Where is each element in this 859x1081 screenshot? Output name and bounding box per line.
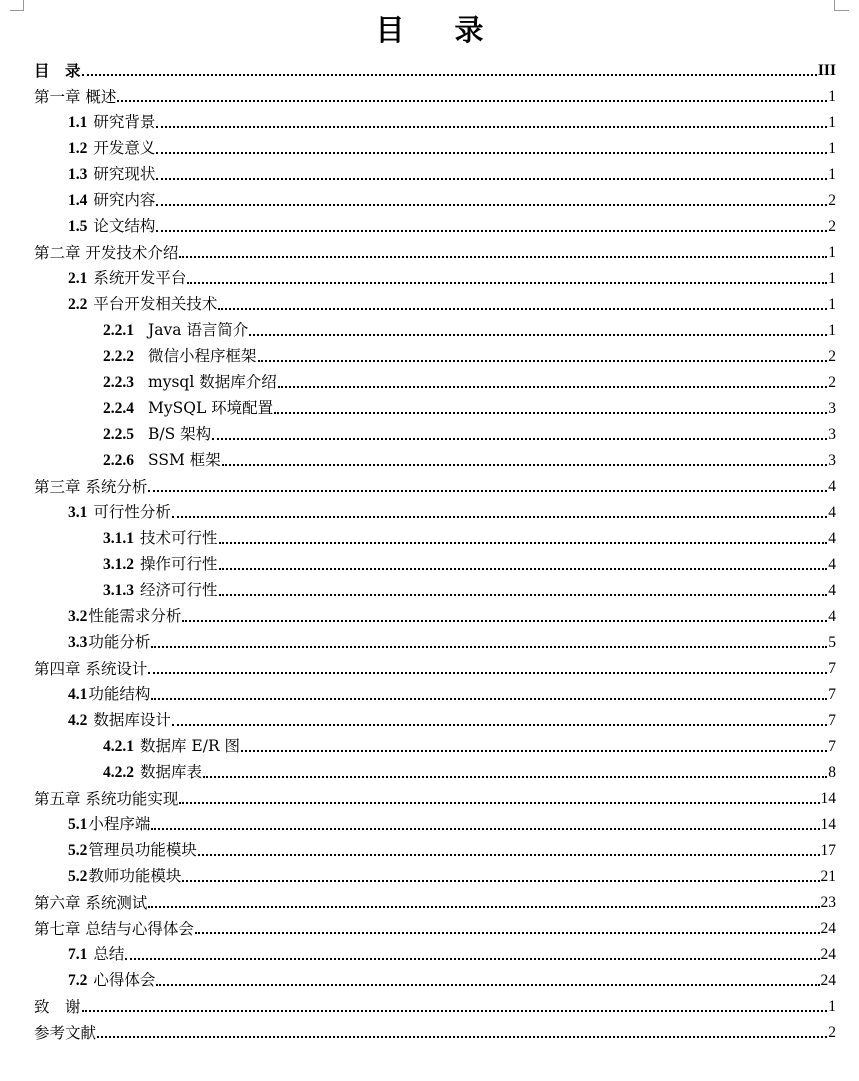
toc-entry-text: 第四章 系统设计 xyxy=(34,660,148,678)
toc-entry-text: 功能分析 xyxy=(88,633,151,651)
dot-leader xyxy=(195,932,820,934)
toc-entry[interactable] xyxy=(34,679,836,705)
toc-entry[interactable] xyxy=(34,757,836,783)
toc-entry-page: 7 xyxy=(828,712,836,729)
toc-entry-label xyxy=(68,606,181,627)
dot-leader xyxy=(219,568,828,570)
toc-entry-label xyxy=(103,528,218,549)
page-title: 目 录 xyxy=(375,13,504,47)
toc-entry[interactable] xyxy=(34,575,836,601)
toc-entry-text: 管理员功能模块 xyxy=(88,841,197,859)
dot-leader xyxy=(182,880,819,882)
dot-leader xyxy=(151,828,819,830)
toc-entry-text: 总结 xyxy=(93,945,125,963)
toc-entry-label xyxy=(34,243,178,263)
toc-entry-label xyxy=(68,684,150,705)
dot-leader xyxy=(172,516,827,518)
toc-entry-page: 7 xyxy=(828,738,836,755)
dot-leader xyxy=(274,412,827,414)
toc-entry-page: 24 xyxy=(820,972,836,989)
dot-leader xyxy=(219,542,828,544)
toc-entry-label xyxy=(68,632,150,653)
toc-entry-text: 开发意义 xyxy=(93,139,156,157)
toc-entry-number: 2.2.4 xyxy=(103,400,134,417)
toc-entry-number: 1.1 xyxy=(68,114,88,131)
toc-entry-page: 1 xyxy=(828,140,836,157)
toc-entry-text: 第一章 概述 xyxy=(34,88,117,106)
toc-entry-label xyxy=(68,190,155,211)
toc-entry[interactable] xyxy=(34,887,836,913)
toc-entry-label xyxy=(103,372,277,393)
toc-entry-label xyxy=(68,112,155,133)
toc-entry-label xyxy=(68,840,197,861)
toc-entry[interactable] xyxy=(34,497,836,523)
toc-entry-page: 1 xyxy=(828,322,836,339)
toc-entry[interactable] xyxy=(34,263,836,289)
toc-entry-page: 21 xyxy=(820,868,836,885)
toc-entry-text: 性能需求分析 xyxy=(88,607,182,625)
toc-entry-number: 1.3 xyxy=(68,166,88,183)
toc-entry-number: 4.2.1 xyxy=(103,738,134,755)
dot-leader xyxy=(82,1010,828,1012)
toc-entry-text: SSM 框架 xyxy=(148,451,221,469)
dot-leader xyxy=(151,698,827,700)
toc-entry-page: 4 xyxy=(828,582,836,599)
toc-entry-number: 3.1 xyxy=(68,504,88,521)
toc-entry-text: 系统开发平台 xyxy=(93,269,187,287)
dot-leader xyxy=(249,334,827,336)
toc-entry-page: 1 xyxy=(828,296,836,313)
toc-entry-page: 3 xyxy=(828,426,836,443)
table-of-contents xyxy=(34,55,836,1043)
dot-leader xyxy=(117,100,827,102)
toc-entry-label xyxy=(68,294,217,315)
toc-entry-text: 研究背景 xyxy=(93,113,156,131)
dot-leader xyxy=(156,126,827,128)
toc-entry-number: 4.1 xyxy=(68,686,88,703)
toc-entry-page: 17 xyxy=(820,842,836,859)
toc-entry-number: 3.1.2 xyxy=(103,556,134,573)
toc-entry[interactable] xyxy=(34,393,836,419)
toc-entry-text: B/S 架构 xyxy=(148,425,212,443)
toc-entry-text: 功能结构 xyxy=(88,685,151,703)
dot-leader xyxy=(187,282,827,284)
dot-leader xyxy=(278,386,828,388)
toc-entry[interactable] xyxy=(34,55,836,81)
toc-entry-text: 研究内容 xyxy=(93,191,156,209)
toc-entry-number: 5.2 xyxy=(68,868,88,885)
dot-leader xyxy=(148,906,819,908)
dot-leader xyxy=(148,672,827,674)
toc-entry-number: 2.2.1 xyxy=(103,322,134,339)
toc-entry-number: 2.2.6 xyxy=(103,452,134,469)
dot-leader xyxy=(156,204,827,206)
toc-entry[interactable] xyxy=(34,861,836,887)
toc-entry-page: 14 xyxy=(820,816,836,833)
toc-entry-text: 致 谢 xyxy=(34,998,81,1016)
toc-entry[interactable] xyxy=(34,705,836,731)
toc-entry-number: 2.2.2 xyxy=(103,348,134,365)
toc-entry-number: 3.3 xyxy=(68,634,88,651)
toc-entry-page: 1 xyxy=(828,166,836,183)
toc-entry-text: 数据库 E/R 图 xyxy=(140,737,241,755)
toc-entry-text: 目 录 xyxy=(34,61,81,80)
toc-entry-label xyxy=(68,944,124,965)
dot-leader xyxy=(219,594,828,596)
toc-entry[interactable] xyxy=(34,783,836,809)
toc-entry[interactable] xyxy=(34,731,836,757)
toc-entry-number: 1.2 xyxy=(68,140,88,157)
toc-entry-label xyxy=(68,138,155,159)
toc-entry-number: 4.2.2 xyxy=(103,764,134,781)
toc-entry-page: 2 xyxy=(828,1024,836,1041)
toc-entry-text: 心得体会 xyxy=(93,971,156,989)
toc-entry-label xyxy=(34,893,147,913)
toc-entry-label xyxy=(103,450,221,471)
toc-entry-text: 第六章 系统测试 xyxy=(34,894,148,912)
toc-entry-label xyxy=(34,87,116,107)
toc-entry-page: 4 xyxy=(828,608,836,625)
toc-entry-page: 24 xyxy=(820,920,836,937)
dot-leader xyxy=(172,724,827,726)
toc-entry[interactable] xyxy=(34,419,836,445)
dot-leader xyxy=(182,620,827,622)
toc-entry-label xyxy=(68,164,155,185)
dot-leader xyxy=(203,776,827,778)
toc-entry[interactable] xyxy=(34,627,836,653)
toc-entry-number: 7.2 xyxy=(68,972,88,989)
toc-entry-text: 第三章 系统分析 xyxy=(34,478,148,496)
toc-entry[interactable] xyxy=(34,523,836,549)
toc-entry-number: 2.1 xyxy=(68,270,88,287)
toc-entry[interactable] xyxy=(34,991,836,1017)
dot-leader xyxy=(218,308,827,310)
toc-entry-label xyxy=(34,659,147,679)
toc-entry-label xyxy=(68,970,155,991)
dot-leader xyxy=(156,178,827,180)
toc-entry-label xyxy=(103,398,273,419)
dot-leader xyxy=(222,464,827,466)
toc-entry-number: 3.1.3 xyxy=(103,582,134,599)
dot-leader xyxy=(241,750,827,752)
dot-leader xyxy=(148,490,827,492)
toc-entry-label xyxy=(103,580,218,601)
toc-entry-page: 1 xyxy=(828,88,836,105)
toc-entry-page: 4 xyxy=(828,530,836,547)
toc-entry-text: 教师功能模块 xyxy=(88,867,182,885)
toc-entry[interactable] xyxy=(34,185,836,211)
toc-entry-label xyxy=(103,346,257,367)
toc-entry[interactable] xyxy=(34,315,836,341)
toc-entry[interactable] xyxy=(34,835,836,861)
toc-entry-label xyxy=(68,710,171,731)
toc-entry-text: 可行性分析 xyxy=(93,503,171,521)
toc-entry-label xyxy=(103,554,218,575)
toc-entry-page: 7 xyxy=(828,660,836,677)
toc-entry-page: 4 xyxy=(828,556,836,573)
toc-entry-text: 经济可行性 xyxy=(140,581,218,599)
toc-entry-text: 技术可行性 xyxy=(140,529,218,547)
toc-entry-label xyxy=(34,789,178,809)
toc-entry-label xyxy=(68,502,171,523)
toc-entry-page: 8 xyxy=(828,764,836,781)
toc-entry-number: 2.2.3 xyxy=(103,374,134,391)
toc-entry[interactable] xyxy=(34,1017,836,1043)
toc-entry-number: 5.1 xyxy=(68,816,88,833)
toc-entry-page: III xyxy=(817,62,836,79)
toc-entry-label xyxy=(34,1023,96,1043)
toc-entry-text: 参考文献 xyxy=(34,1024,97,1042)
toc-entry-number: 3.2 xyxy=(68,608,88,625)
toc-entry-page: 1 xyxy=(828,244,836,261)
toc-entry-label xyxy=(68,268,186,289)
toc-entry[interactable] xyxy=(34,809,836,835)
toc-entry[interactable] xyxy=(34,159,836,185)
toc-entry[interactable] xyxy=(34,965,836,991)
toc-entry-label xyxy=(103,762,202,783)
toc-entry[interactable] xyxy=(34,471,836,497)
toc-entry-label xyxy=(34,997,81,1017)
toc-entry-text: 小程序端 xyxy=(88,815,151,833)
toc-entry-text: 操作可行性 xyxy=(140,555,218,573)
toc-entry[interactable] xyxy=(34,289,836,315)
toc-entry[interactable] xyxy=(34,939,836,965)
toc-entry-page: 4 xyxy=(828,504,836,521)
toc-entry-page: 1 xyxy=(828,998,836,1015)
toc-entry-number: 7.1 xyxy=(68,946,88,963)
toc-entry[interactable] xyxy=(34,107,836,133)
dot-leader xyxy=(179,802,819,804)
toc-entry-number: 4.2 xyxy=(68,712,88,729)
toc-entry-number: 2.2 xyxy=(68,296,88,313)
toc-entry-label xyxy=(34,61,81,81)
toc-entry-page: 2 xyxy=(828,374,836,391)
toc-entry-text: 第二章 开发技术介绍 xyxy=(34,244,179,262)
toc-entry-number: 5.2 xyxy=(68,842,88,859)
toc-entry-label xyxy=(103,736,240,757)
toc-entry[interactable] xyxy=(34,445,836,471)
dot-leader xyxy=(156,230,827,232)
toc-entry-label xyxy=(34,477,147,497)
toc-entry-page: 1 xyxy=(828,270,836,287)
toc-entry-page: 1 xyxy=(828,114,836,131)
dot-leader xyxy=(156,984,819,986)
toc-entry-page: 2 xyxy=(828,348,836,365)
toc-entry-text: 第七章 总结与心得体会 xyxy=(34,920,194,938)
toc-entry-text: 论文结构 xyxy=(93,217,156,235)
toc-entry-text: Java 语言简介 xyxy=(148,321,249,339)
toc-entry-text: 数据库设计 xyxy=(93,711,171,729)
toc-entry-number: 2.2.5 xyxy=(103,426,134,443)
dot-leader xyxy=(258,360,828,362)
toc-entry-page: 5 xyxy=(828,634,836,651)
dot-leader xyxy=(151,646,827,648)
toc-entry-page: 23 xyxy=(820,894,836,911)
dot-leader xyxy=(97,1036,827,1038)
toc-entry-text: mysql 数据库介绍 xyxy=(148,373,277,391)
toc-entry-label xyxy=(103,320,248,341)
toc-entry[interactable] xyxy=(34,341,836,367)
toc-entry-text: 研究现状 xyxy=(93,165,156,183)
toc-entry[interactable] xyxy=(34,601,836,627)
toc-entry-page: 2 xyxy=(828,192,836,209)
toc-entry-number: 3.1.1 xyxy=(103,530,134,547)
toc-entry[interactable] xyxy=(34,237,836,263)
toc-entry-text: 数据库表 xyxy=(140,763,203,781)
toc-entry-label xyxy=(68,814,150,835)
toc-entry-text: 第五章 系统功能实现 xyxy=(34,790,179,808)
toc-entry-text: 微信小程序框架 xyxy=(148,347,257,365)
dot-leader xyxy=(125,958,819,960)
toc-entry-label xyxy=(68,866,181,887)
dot-leader xyxy=(212,438,827,440)
toc-entry-page: 2 xyxy=(828,218,836,235)
toc-entry-page: 3 xyxy=(828,452,836,469)
dot-leader xyxy=(82,74,817,76)
toc-entry[interactable] xyxy=(34,913,836,939)
toc-entry-label xyxy=(34,919,194,939)
toc-entry[interactable] xyxy=(34,133,836,159)
toc-entry[interactable] xyxy=(34,211,836,237)
toc-entry-text: 平台开发相关技术 xyxy=(93,295,218,313)
toc-entry-page: 4 xyxy=(828,478,836,495)
dot-leader xyxy=(156,152,827,154)
toc-entry-number: 1.4 xyxy=(68,192,88,209)
toc-entry-page: 14 xyxy=(820,790,836,807)
toc-entry-number: 1.5 xyxy=(68,218,88,235)
toc-entry-page: 7 xyxy=(828,686,836,703)
dot-leader xyxy=(198,854,820,856)
toc-entry[interactable] xyxy=(34,653,836,679)
toc-entry-text: MySQL 环境配置 xyxy=(148,399,274,417)
toc-entry-label xyxy=(68,216,155,237)
toc-entry[interactable] xyxy=(34,549,836,575)
toc-entry-label xyxy=(103,424,211,445)
toc-entry-page: 24 xyxy=(820,946,836,963)
toc-entry-page: 3 xyxy=(828,400,836,417)
toc-entry[interactable] xyxy=(34,81,836,107)
toc-entry[interactable] xyxy=(34,367,836,393)
dot-leader xyxy=(179,256,827,258)
